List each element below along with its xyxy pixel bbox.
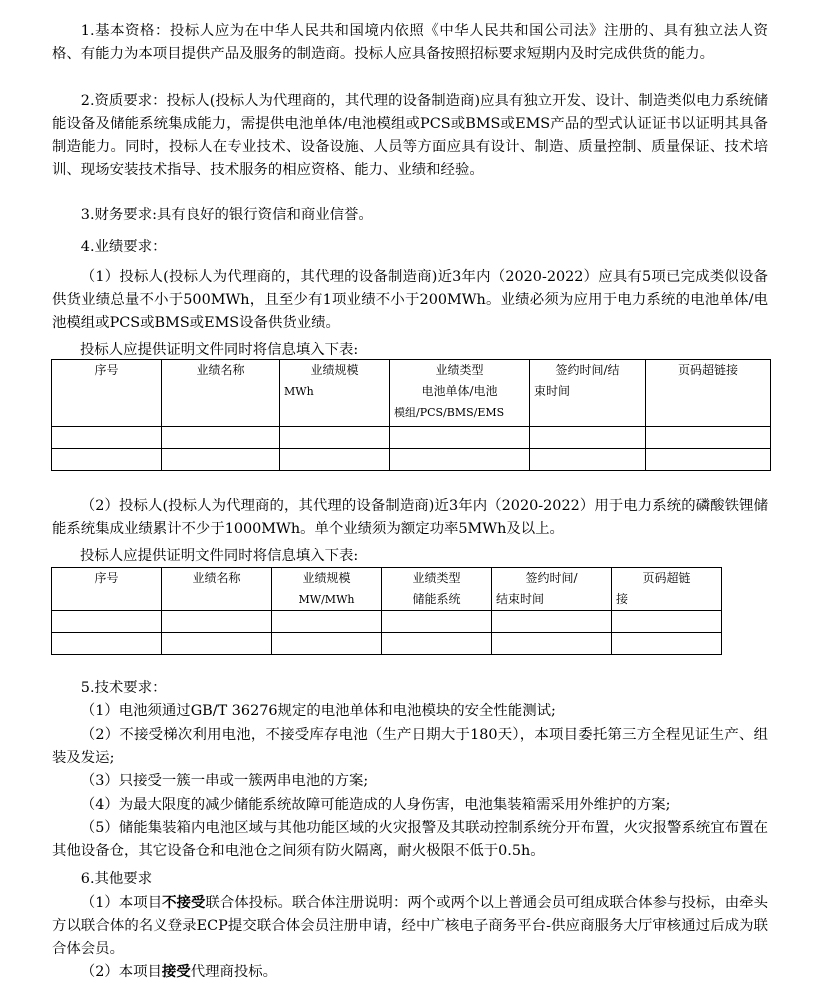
table-cell[interactable] [162,611,272,633]
table1-caption: 投标人应提供证明文件同时将信息填入下表: [80,342,359,358]
table-cell[interactable] [382,633,492,655]
table-cell[interactable] [272,611,382,633]
header-cell-index: 序号 [52,568,162,611]
table-cell[interactable] [52,611,162,633]
table-cell[interactable] [530,449,646,471]
other-requirement-1-text: 联合体投标。联合体注册说明：两个或两个以上普通会员可组成联合体参与投标，由牵头方以联合体的名义登录ECP提交联合体会员注册申请，经中广核电子商务平台-供应商服务大厅审核通过后成为联合体会员。 [52,895,768,957]
technical-requirement-5: （5）储能集装箱内电池区域与其他功能区域的火灾报警及其联动控制系统分开布置，火灾报警系统宜布置在其他设备仓，其它设备仓和电池仓之间须有防火隔离，耐火极限不低于0.5h。 [52,820,768,859]
table-cell[interactable] [162,449,280,471]
header-cell-scale: 业绩规模 MWh [280,360,390,427]
performance-table-2 [51,567,722,655]
table-cell[interactable] [280,427,390,449]
header-cell-type: 业绩类型 电池单体/电池 模组/PCS/BMS/EMS [390,360,530,427]
header-cell-sign-time: 签约时间/ 结束时间 [492,568,612,611]
table-cell[interactable] [492,633,612,655]
table-row [52,449,771,471]
header-cell-scale: 业绩规模 MW/MWh [272,568,382,611]
table-cell[interactable] [280,449,390,471]
financial-requirement-paragraph: 3.财务要求:具有良好的银行资信和商业信誉。 [80,207,373,223]
table-cell[interactable] [162,633,272,655]
basic-qualification-paragraph: 1.基本资格：投标人应为在中华人民共和国境内依照《中华人民共和国公司法》注册的、具有独立法人资格、有能力为本项目提供产品及服务的制造商。投标人应具备按照招标要求短期内及时完成供货的能力。 [52,23,768,62]
technical-requirement-4: （4）为最大限度的减少储能系统故障可能造成的人身伤害，电池集装箱需采用外维护的方案; [80,797,671,813]
other-requirement-2 [52,960,768,984]
other-requirement-1-prefix: （1）本项目 [80,895,163,911]
header-cell-page-link: 页码超链 接 [612,568,722,611]
performance-requirement-1: （1）投标人(投标人为代理商的，其代理的设备制造商)近3年内（2020-2022）应具有5项已完成类似设备供货业绩总量不小于500MWh，且至少有1项业绩不小于200MWh。业绩必须为应用于电力系统的电池单体/电池模组或PCS或BMS或EMS设备供货业绩。 [52,269,768,331]
header-cell-type: 业绩类型 储能系统 [382,568,492,611]
table-cell[interactable] [52,449,162,471]
header-cell-index: 序号 [52,360,162,427]
accepted-emphasis: 接受 [161,963,191,980]
qualification-requirement-paragraph: 2.资质要求：投标人(投标人为代理商的，其代理的设备制造商)应具有独立开发、设计、制造类似电力系统储能设备及储能系统集成能力，需提供电池单体/电池模组或PCS或BMS或EMS产品的型式认证证书以证明其具备制造能力。同时，投标人在专业技术、设备设施、人员等方面应具有设计、制造、质量控制、质量保证、技术培训、现场安装技术指导、技术服务的相应资格、能力、业绩和经验。 [52,93,768,178]
table-row [52,611,722,633]
table-header-row [52,568,722,611]
performance-table-1 [51,359,771,471]
table-cell[interactable] [390,449,530,471]
other-requirement-1 [52,891,768,961]
header-cell-sign-time: 签约时间/结 束时间 [530,360,646,427]
table-cell[interactable] [492,611,612,633]
other-requirement-2-prefix: （2）本项目 [80,964,162,980]
header-cell-name: 业绩名称 [162,568,272,611]
header-cell-name: 业绩名称 [162,360,280,427]
table-cell[interactable] [52,633,162,655]
other-requirement-heading: 6.其他要求 [80,871,153,887]
header-cell-page-link: 页码超链接 [646,360,771,427]
table-row [52,427,771,449]
table-cell[interactable] [382,611,492,633]
table-cell[interactable] [646,449,771,471]
technical-requirement-1: （1）电池须通过GB/T 36276规定的电池单体和电池模块的安全性能测试; [80,703,556,719]
table2-caption: 投标人应提供证明文件同时将信息填入下表: [80,548,359,564]
table-cell[interactable] [390,427,530,449]
table-cell[interactable] [530,427,646,449]
table-cell[interactable] [612,633,722,655]
table-row [52,633,722,655]
other-requirement-2-text: 代理商投标。 [190,964,278,980]
table-cell[interactable] [52,427,162,449]
performance-requirement-2: （2）投标人(投标人为代理商的，其代理的设备制造商)近3年内（2020-2022）用于电力系统的磷酸铁锂储能系统集成业绩累计不少于1000MWh。单个业绩须为额定功率5MWh及以上。 [52,498,768,537]
not-accepted-emphasis: 不接受 [162,894,206,911]
table-header-row [52,360,771,427]
technical-requirement-heading: 5.技术要求： [80,680,167,696]
technical-requirement-3: （3）只接受一簇一串或一簇两串电池的方案; [80,773,369,789]
table-cell[interactable] [162,427,280,449]
table-cell[interactable] [612,611,722,633]
performance-requirement-heading: 4.业绩要求： [80,239,167,255]
table-cell[interactable] [272,633,382,655]
table-cell[interactable] [646,427,771,449]
technical-requirement-2: （2）不接受梯次利用电池，不接受库存电池（生产日期大于180天），本项目委托第三方全程见证生产、组装及发运; [52,727,768,766]
